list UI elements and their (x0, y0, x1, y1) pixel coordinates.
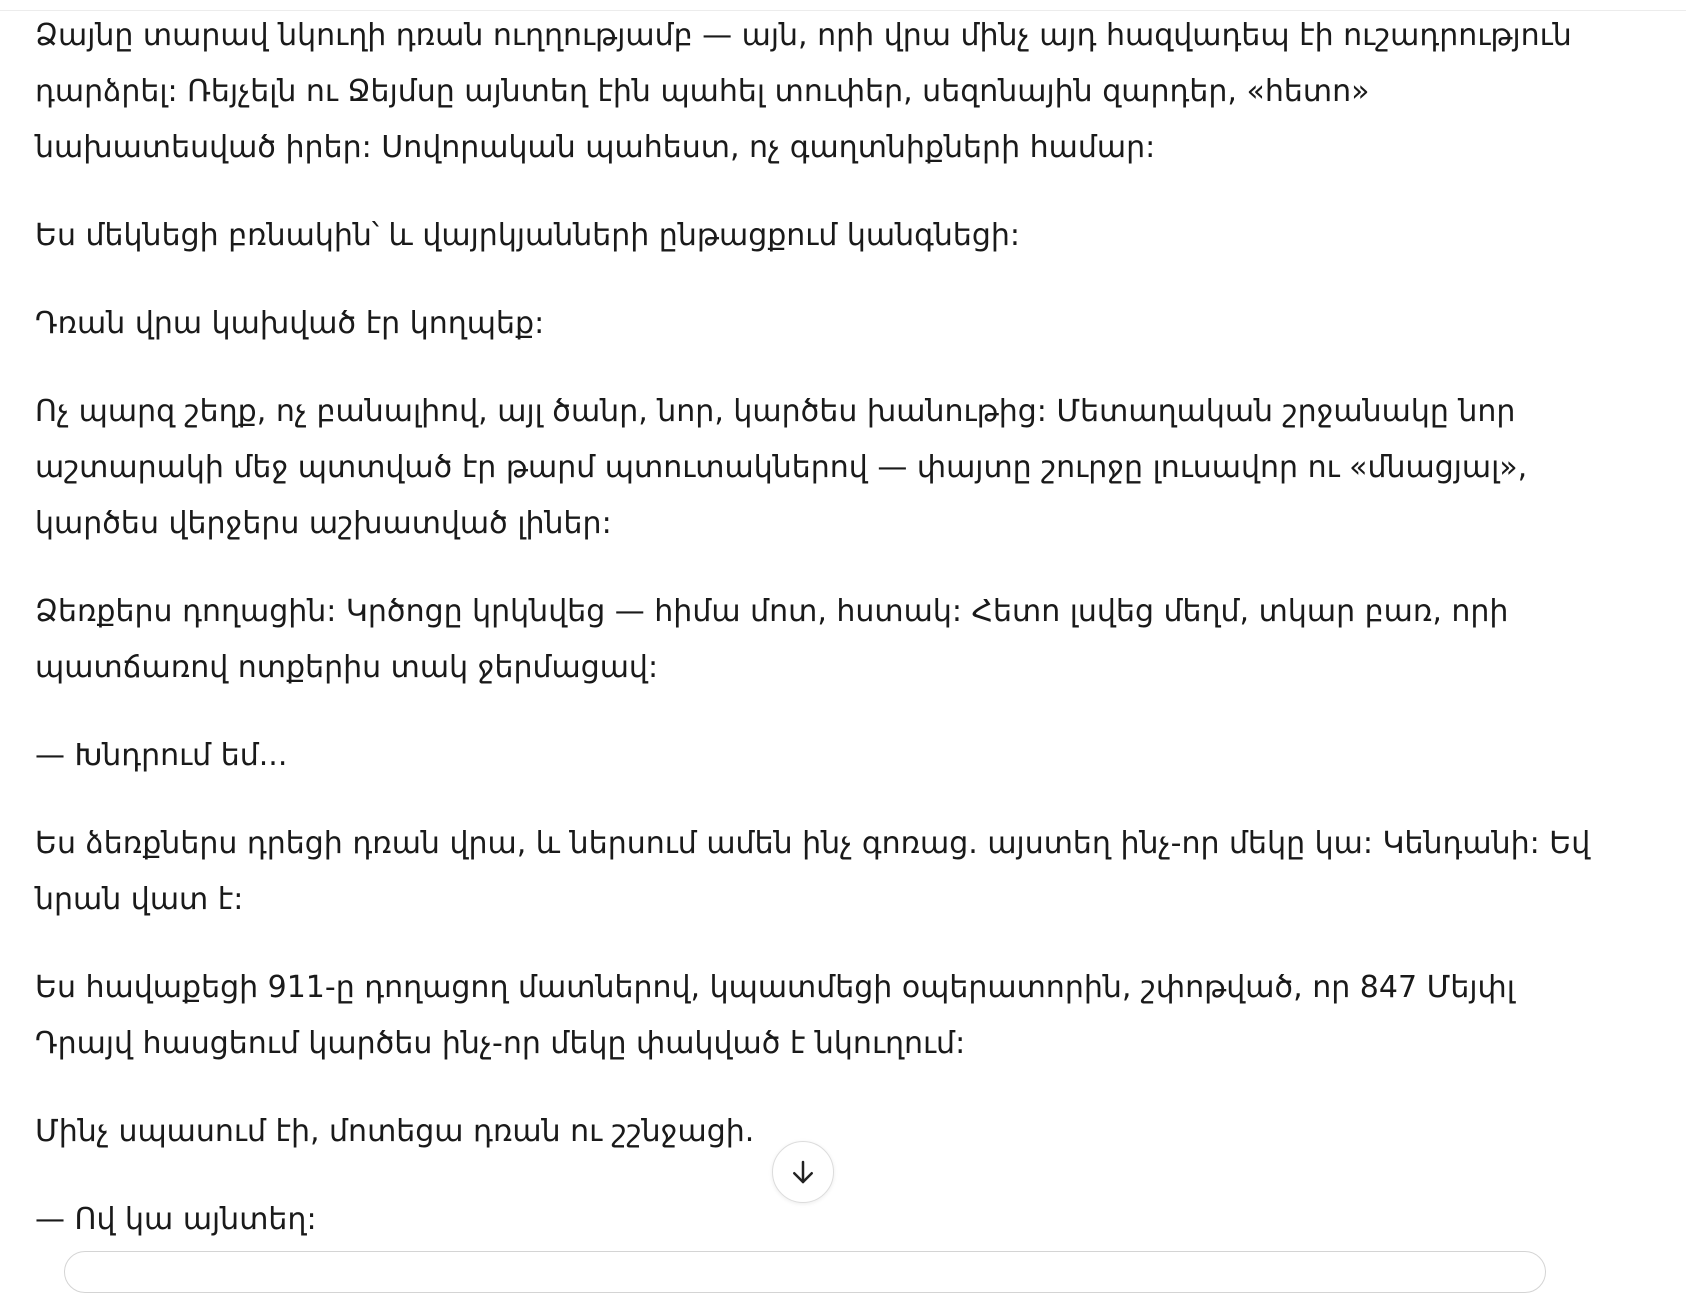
arrow-down-icon (788, 1157, 818, 1187)
message-composer[interactable] (64, 1251, 1546, 1293)
message-paragraph: Ես ձեռքներս դրեցի դռան վրա, և ներսում ամեն ինչ գոռաց. այստեղ ինչ-որ մեկը կա: Կենդանի: Եվ նրան վատ է: (35, 826, 1591, 917)
message-paragraph: Մինչ սպասում էի, մոտեցա դռան ու շշնջացի. (35, 1114, 755, 1149)
message-paragraph: — Խնդրում եմ... (35, 738, 288, 773)
message-paragraph: Ձեռքերս դողացին: Կրծոցը կրկնվեց — հիմա մոտ, հստակ: Հետո լսվեց մեղմ, տկար բառ, որի պատճառով ոտքերիս տակ ջերմացավ: (35, 594, 1509, 685)
message-paragraph: — Ով կա այնտեղ: (35, 1202, 317, 1237)
scroll-to-bottom-button[interactable] (772, 1141, 834, 1203)
message-paragraph: Ձայնը տարավ նկուղի դռան ուղղությամբ — այն, որի վրա մինչ այդ հազվադեպ էի ուշադրություն դարձրել: Ռեյչելն ու Ջեյմսը այնտեղ էին պահել տուփեր, սեզոնային զարդեր, «հետո» նախատեսված իրեր: Սովորական պահեստ, ոչ գաղտնիքների համար: (35, 18, 1572, 165)
message-paragraph: Ես մեկնեցի բռնակին՝ և վայրկյանների ընթացքում կանգնեցի: (35, 218, 1021, 253)
assistant-message (35, 8, 1595, 1280)
message-paragraph: Ես հավաքեցի 911-ը դողացող մատներով, կպատմեցի օպերատորին, շփոթված, որ 847 Մեյփլ Դրայվ հասցեում կարծես ինչ-որ մեկը փակված է նկուղում: (35, 970, 1515, 1061)
message-paragraph: Դռան վրա կախված էր կողպեք: (35, 306, 545, 341)
message-paragraph: Ոչ պարզ շեղք, ոչ բանալիով, այլ ծանր, նոր, կարծես խանութից: Մետաղական շրջանակը նոր աշտարակի մեջ պտտված էր թարմ պտուտակներով — փայտը շուրջը լուսավոր ու «մնացյալ», կարծես վերջերս աշխատված լիներ: (35, 394, 1528, 541)
